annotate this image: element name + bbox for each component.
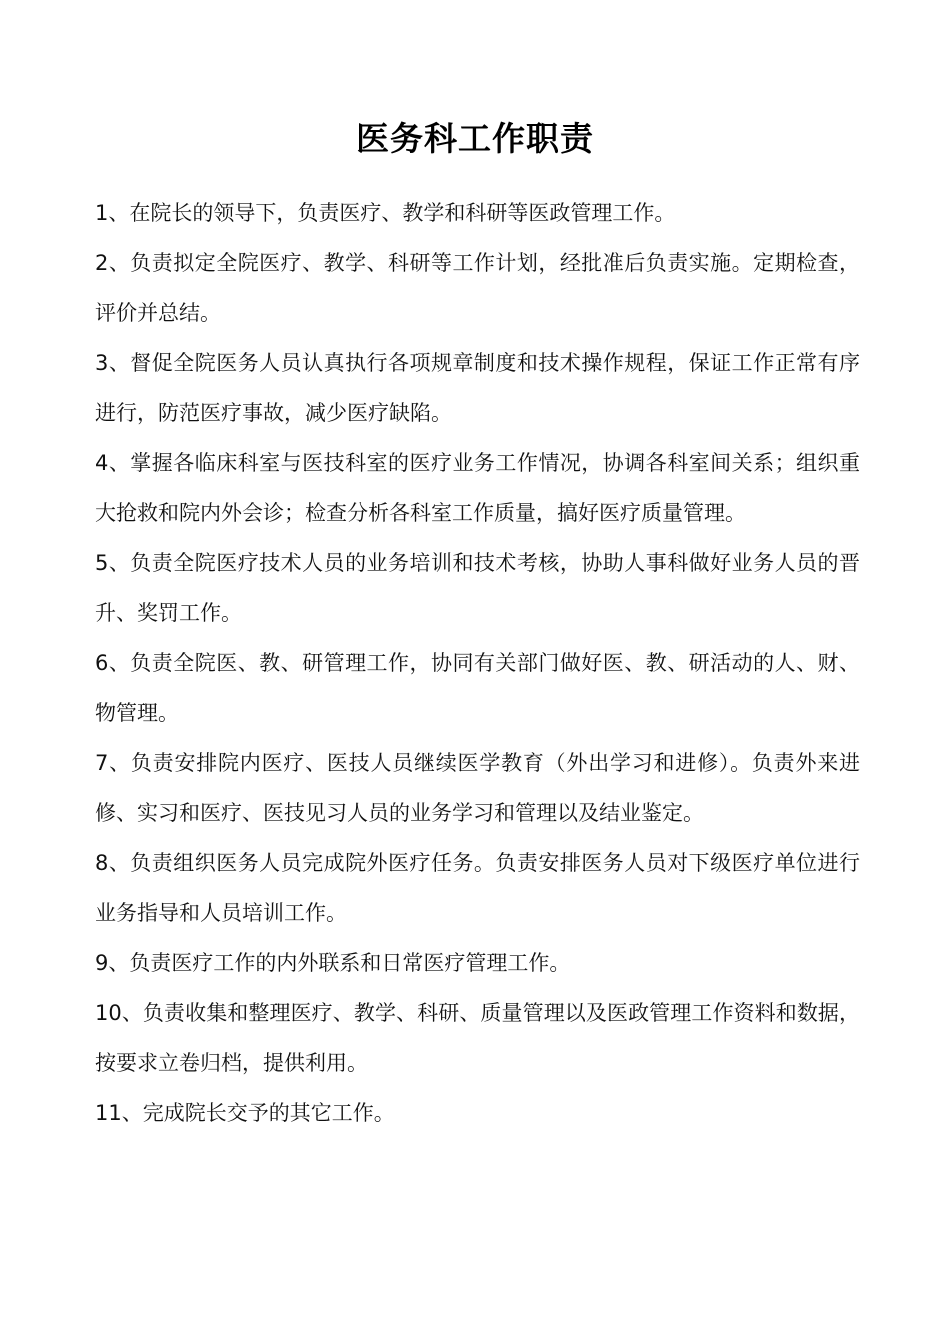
duty-item: 8、负责组织医务人员完成院外医疗任务。负责安排医务人员对下级医疗单位进行业务指导和人员培训工作。 [95, 851, 860, 925]
duty-item: 4、掌握各临床科室与医技科室的医疗业务工作情况，协调各科室间关系；组织重大抢救和院内外会诊；检查分析各科室工作质量，搞好医疗质量管理。 [95, 451, 860, 525]
duty-item: 3、督促全院医务人员认真执行各项规章制度和技术操作规程，保证工作正常有序进行，防范医疗事故，减少医疗缺陷。 [95, 351, 860, 425]
duty-item: 2、负责拟定全院医疗、教学、科研等工作计划，经批准后负责实施。定期检查，评价并总结。 [95, 251, 860, 325]
duty-item: 5、负责全院医疗技术人员的业务培训和技术考核，协助人事科做好业务人员的晋升、奖罚工作。 [95, 551, 860, 625]
duty-item: 6、负责全院医、教、研管理工作，协同有关部门做好医、教、研活动的人、财、物管理。 [95, 651, 860, 725]
duty-item: 9、负责医疗工作的内外联系和日常医疗管理工作。 [95, 951, 571, 975]
duty-item: 1、在院长的领导下，负责医疗、教学和科研等医政管理工作。 [95, 201, 676, 225]
duty-item: 11、完成院长交予的其它工作。 [95, 1101, 395, 1125]
duty-list [95, 188, 860, 1138]
page-title: 医务科工作职责 [356, 119, 594, 158]
duty-item: 10、负责收集和整理医疗、教学、科研、质量管理以及医政管理工作资料和数据，按要求立卷归档，提供利用。 [95, 1001, 860, 1075]
duty-item: 7、负责安排院内医疗、医技人员继续医学教育（外出学习和进修）。负责外来进修、实习和医疗、医技见习人员的业务学习和管理以及结业鉴定。 [95, 751, 860, 825]
